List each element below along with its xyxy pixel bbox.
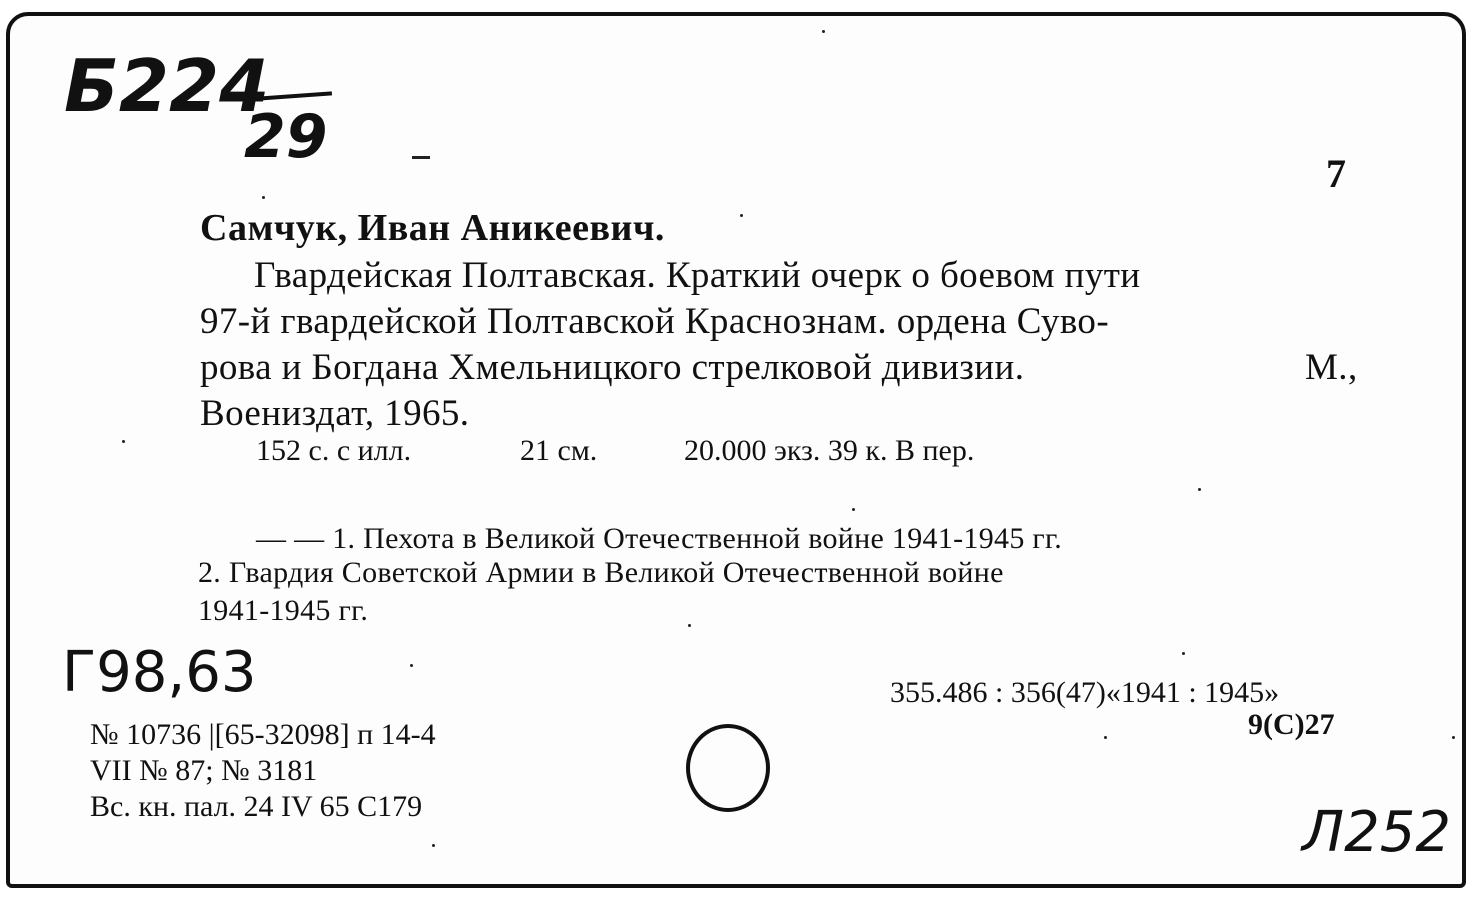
handwritten-shelf-mark: Б224 bbox=[64, 44, 270, 128]
scan-speck bbox=[410, 664, 413, 667]
publisher-year: Воениздат, 1965. bbox=[200, 393, 470, 434]
scan-speck bbox=[1452, 736, 1455, 739]
bbk-index: 9(С)27 bbox=[1248, 708, 1335, 741]
scan-speck bbox=[822, 30, 825, 33]
footer-line-2: VII № 87; № 3181 bbox=[90, 754, 318, 787]
publication-place: М., bbox=[1305, 347, 1358, 388]
title-line-1: Гвардейская Полтавская. Краткий очерк о боевом пути bbox=[254, 255, 1141, 296]
card-number: 7 bbox=[1326, 151, 1346, 196]
title-line-3: рова и Богдана Хмельницкого стрелковой дивизии. bbox=[200, 347, 1025, 388]
footer-line-1: № 10736 |[65-32098] п 14-4 bbox=[90, 718, 436, 751]
footer-line-3: Вс. кн. пал. 24 IV 65 С179 bbox=[90, 790, 423, 823]
handwritten-classification: Г98,63 bbox=[62, 640, 257, 705]
collation-copies-price: 20.000 экз. 39 к. В пер. bbox=[684, 434, 975, 467]
udc-index: 355.486 : 356(47)«1941 : 1945» bbox=[890, 676, 1280, 709]
scan-speck bbox=[122, 440, 125, 443]
scan-speck bbox=[1104, 736, 1107, 739]
collation-size: 21 см. bbox=[520, 434, 598, 467]
handwritten-shelf-mark-sub: 29 bbox=[244, 102, 328, 172]
scan-speck bbox=[740, 214, 743, 217]
scan-speck bbox=[1198, 488, 1201, 491]
subject-line-3: 1941-1945 гг. bbox=[198, 594, 369, 627]
scan-speck bbox=[1182, 652, 1185, 655]
scan-speck bbox=[688, 624, 691, 627]
handwritten-inventory-number: Л252 bbox=[1302, 800, 1451, 865]
scan-speck bbox=[432, 844, 435, 847]
scan-speck bbox=[262, 196, 265, 199]
subject-line-1: — — 1. Пехота в Великой Отечественной войне 1941-1945 гг. bbox=[256, 522, 1063, 555]
punch-hole-circle bbox=[686, 724, 770, 812]
collation-pages: 152 с. с илл. bbox=[256, 434, 412, 467]
author-heading: Самчук, Иван Аникеевич. bbox=[200, 207, 665, 249]
scan-speck bbox=[852, 508, 855, 511]
title-line-2: 97-й гвардейской Полтавской Краснознам. ордена Суво- bbox=[200, 301, 1110, 342]
subject-line-2: 2. Гвардия Советской Армии в Великой Отечественной войне bbox=[198, 556, 1004, 589]
pencil-dash bbox=[412, 156, 430, 159]
